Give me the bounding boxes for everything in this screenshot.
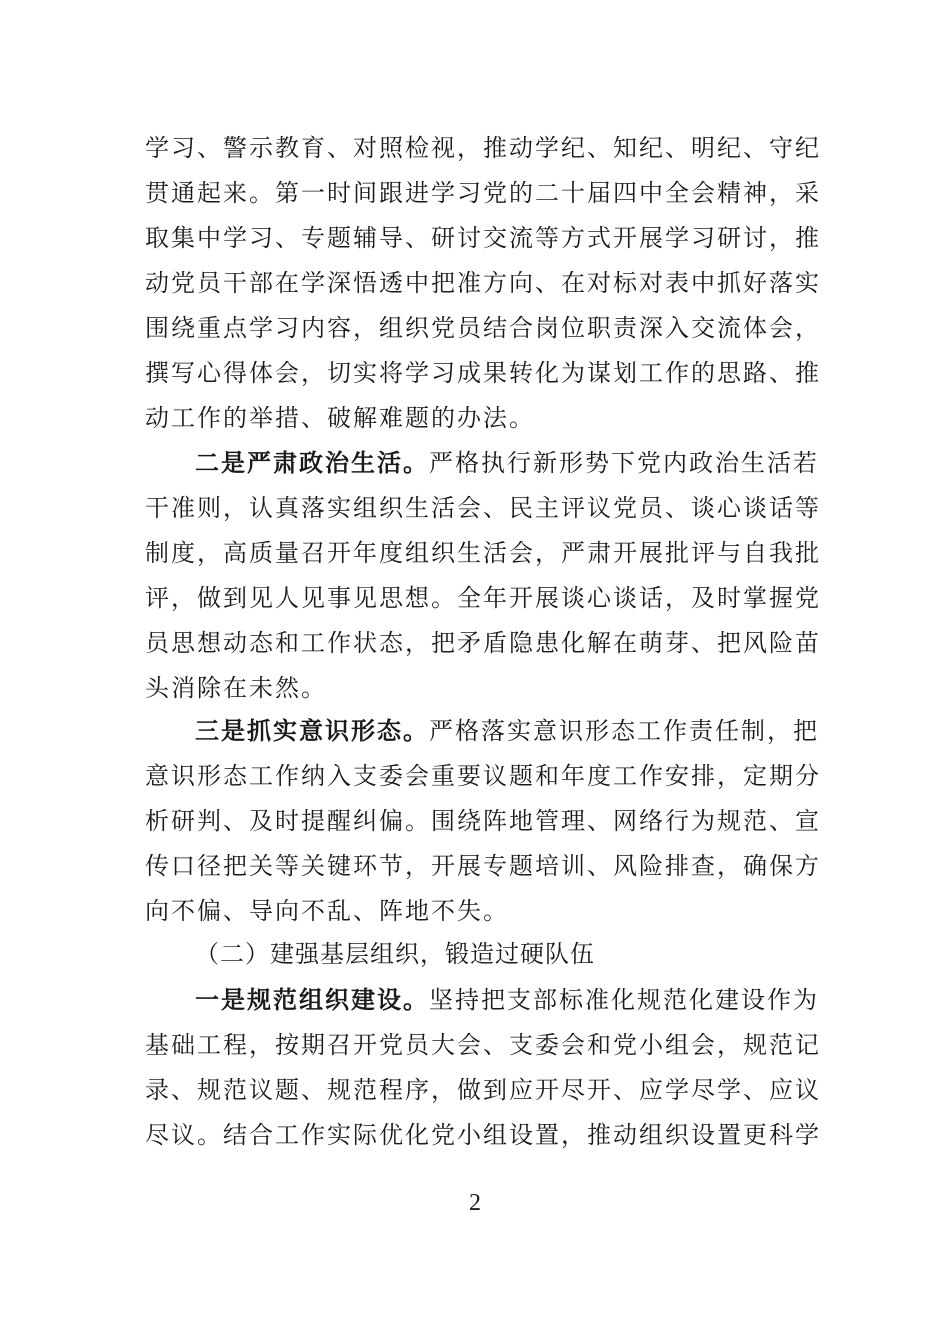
para4-line-4: 尽议。结合工作实际优化党小组设置，推动组织设置更科学 (145, 1121, 821, 1149)
para2-line-1 (195, 443, 819, 483)
para2-first-rest: 严格执行新形势下党内政治生活若 (429, 449, 819, 477)
para2-line-5: 员思想动态和工作状态，把矛盾隐患化解在萌芽、把风险苗 (145, 629, 821, 657)
para2-line-4: 评，做到见人见事见思想。全年开展谈心谈话，及时掌握党 (145, 584, 821, 612)
para2-line-3: 制度，高质量召开年度组织生活会，严肃开展批评与自我批 (145, 539, 821, 567)
para4-line-1 (195, 980, 819, 1020)
section-heading: （二）建强基层组织，锻造过硬队伍 (195, 940, 595, 968)
para4-line-3: 录、规范议题、规范程序，做到应开尽开、应学尽学、应议 (145, 1076, 821, 1104)
para2-heading: 二是严肃政治生活。 (195, 448, 429, 477)
page-number: 2 (469, 1190, 481, 1216)
para3-line-3: 析研判、及时提醒纠偏。围绕阵地管理、网络行为规范、宣 (145, 807, 821, 835)
para2-line-2: 干准则，认真落实组织生活会、民主评议党员、谈心谈话等 (145, 494, 821, 522)
para3-line-4: 传口径把关等关键环节，开展专题培训、风险排查，确保方 (145, 852, 821, 880)
para1-line-3: 取集中学习、专题辅导、研讨交流等方式开展学习研讨，推 (145, 224, 821, 252)
para4-line-2: 基础工程，按期召开党员大会、支委会和党小组会，规范记 (145, 1031, 821, 1059)
para4-first-rest: 坚持把支部标准化规范化建设作为 (429, 986, 819, 1014)
para1-line-4: 动党员干部在学深悟透中把准方向、在对标对表中抓好落实 (145, 269, 821, 297)
para1-line-5: 围绕重点学习内容，组织党员结合岗位职责深入交流体会， (145, 314, 821, 342)
para3-first-rest: 严格落实意识形态工作责任制，把 (429, 717, 819, 745)
para3-line-5: 向不偏、导向不乱、阵地不失。 (145, 897, 509, 925)
para1-line-2: 贯通起来。第一时间跟进学习党的二十届四中全会精神，采 (145, 179, 821, 207)
para3-line-2: 意识形态工作纳入支委会重要议题和年度工作安排，定期分 (145, 762, 821, 790)
para1-line-6: 撰写心得体会，切实将学习成果转化为谋划工作的思路、推 (145, 359, 821, 387)
para4-heading: 一是规范组织建设。 (195, 985, 429, 1014)
para3-line-1 (195, 711, 819, 751)
para1-line-7: 动工作的举措、破解难题的办法。 (145, 404, 535, 432)
para3-heading: 三是抓实意识形态。 (195, 716, 429, 745)
para1-line-1: 学习、警示教育、对照检视，推动学纪、知纪、明纪、守纪 (145, 134, 821, 162)
para2-line-6: 头消除在未然。 (145, 674, 327, 702)
